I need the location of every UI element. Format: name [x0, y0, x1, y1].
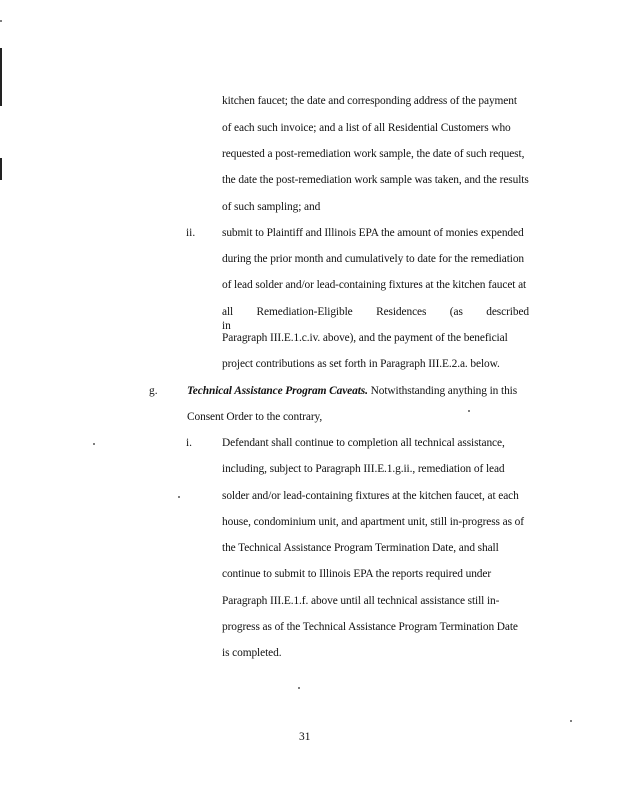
item-label-ii: ii.	[186, 227, 196, 239]
body-text-line: of such sampling; and	[222, 201, 321, 213]
scan-edge-mark	[0, 158, 2, 180]
body-text-line: during the prior month and cumulatively to date for the remediation	[222, 253, 525, 265]
body-text-line: solder and/or lead-containing fixtures at the kitchen faucet, at each	[222, 490, 519, 502]
scan-speck	[468, 410, 470, 412]
page-number: 31	[299, 731, 311, 743]
section-heading: Technical Assistance Program Caveats.	[187, 385, 368, 397]
scan-speck	[298, 687, 300, 689]
body-text-line: all Remediation-Eligible Residences (as described in	[222, 306, 529, 332]
scan-edge-mark	[0, 48, 2, 106]
scan-speck	[570, 720, 572, 722]
body-text-line: submit to Plaintiff and Illinois EPA the amount of monies expended	[222, 227, 524, 239]
body-text-line: project contributions as set forth in Paragraph III.E.2.a. below.	[222, 358, 500, 370]
scan-speck	[93, 443, 95, 445]
body-text-line: Defendant shall continue to completion all technical assistance,	[222, 437, 505, 449]
body-text-line: Consent Order to the contrary,	[187, 411, 323, 423]
section-heading-rest: Notwithstanding anything in this	[367, 385, 518, 397]
body-text-line: including, subject to Paragraph III.E.1.g.ii., remediation of lead	[222, 463, 505, 475]
section-heading-line	[187, 384, 517, 398]
scan-speck	[178, 496, 180, 498]
body-text-line: kitchen faucet; the date and corresponding address of the payment	[222, 95, 517, 107]
body-text-line: is completed.	[222, 647, 282, 659]
item-label-i: i.	[186, 437, 193, 449]
body-text-line: requested a post-remediation work sample, the date of such request,	[222, 148, 525, 160]
scan-speck	[0, 20, 2, 22]
body-text-line: house, condominium unit, and apartment unit, still in-progress as of	[222, 516, 524, 528]
body-text-line: the Technical Assistance Program Termination Date, and shall	[222, 542, 499, 554]
body-text-line: progress as of the Technical Assistance Program Termination Date	[222, 621, 518, 633]
body-text-line: of each such invoice; and a list of all Residential Customers who	[222, 122, 511, 134]
body-text-line: the date the post-remediation work sample was taken, and the results	[222, 174, 529, 186]
body-text-line: of lead solder and/or lead-containing fixtures at the kitchen faucet at	[222, 279, 527, 291]
body-text-line: Paragraph III.E.1.c.iv. above), and the payment of the beneficial	[222, 332, 508, 344]
body-text-line: Paragraph III.E.1.f. above until all technical assistance still in-	[222, 595, 500, 607]
section-label-g: g.	[149, 385, 158, 397]
body-text-line: continue to submit to Illinois EPA the reports required under	[222, 568, 492, 580]
